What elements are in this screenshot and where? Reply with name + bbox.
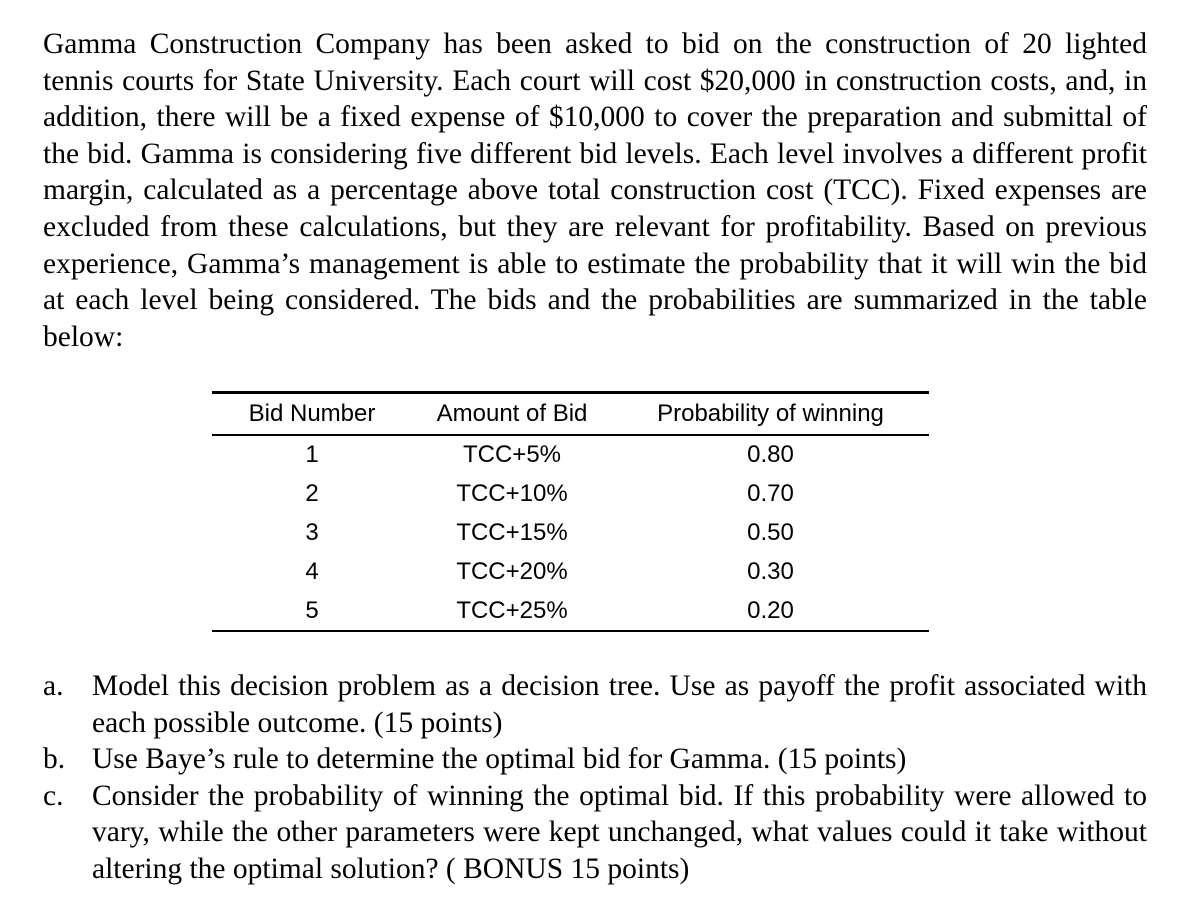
cell-probability: 0.70	[747, 480, 794, 508]
table-row	[212, 552, 929, 591]
cell-bid-number: 2	[305, 480, 319, 508]
question-marker: a.	[43, 670, 64, 702]
table-row	[212, 475, 929, 514]
header-probability: Probability of winning	[657, 400, 884, 427]
table-row	[212, 514, 929, 553]
cell-probability: 0.20	[747, 596, 794, 624]
header-amount-of-bid: Amount of Bid	[436, 400, 588, 427]
cell-amount: TCC+25%	[456, 596, 568, 624]
header-bid-number: Bid Number	[248, 400, 376, 427]
cell-probability: 0.80	[747, 441, 794, 469]
table-row	[212, 435, 929, 475]
question-item-a	[43, 668, 1147, 741]
cell-probability: 0.30	[747, 557, 794, 585]
problem-intro: Gamma Construction Company has been asked to bid on the construction of 20 lighted tennis courts for State University. Each court will cost $20,000 in construction costs, and, in addition, there will be a fixed expense of $10,000 to cover the preparation and submittal of the bid. Gamma is considering five different bid levels. Each level involves a different profit margin, calculated as a percentage above total construction cost (TCC). Fixed expenses are excluded from these calculations, but they are relevant for profitability. Based on previous experience, Gamma’s management is able to estimate the probability that it will win the bid at each level being considered. The bids and the probabilities are summarized in the table below:	[43, 28, 1147, 353]
cell-bid-number: 4	[305, 557, 319, 585]
bid-table	[212, 391, 929, 632]
question-list	[43, 668, 1147, 888]
cell-probability: 0.50	[747, 518, 794, 546]
question-text: Use Baye’s rule to determine the optimal bid for Gamma. (15 points)	[92, 743, 907, 776]
table-row	[212, 591, 929, 631]
question-marker: c.	[43, 779, 64, 812]
question-text: Consider the probability of winning the optimal bid. If this probability were allowed to vary, while the other parameters were kept unchanged, what values could it take without altering the optimal solution? ( BONUS 15 points)	[92, 779, 1147, 885]
cell-bid-number: 3	[305, 518, 319, 546]
cell-bid-number: 1	[305, 441, 319, 469]
cell-bid-number: 5	[305, 596, 319, 624]
cell-amount: TCC+20%	[456, 557, 568, 585]
cell-amount: TCC+15%	[456, 518, 568, 546]
bid-table-container	[212, 391, 929, 632]
question-item-b	[43, 741, 1147, 778]
question-text: Model this decision problem as a decision tree. Use as payoff the profit associated with each possible outcome. (15 points)	[92, 670, 1147, 739]
cell-amount: TCC+5%	[462, 441, 562, 469]
question-marker: b.	[43, 743, 66, 776]
cell-amount: TCC+10%	[456, 480, 568, 508]
table-header-row	[212, 393, 929, 436]
question-item-c	[43, 778, 1147, 888]
